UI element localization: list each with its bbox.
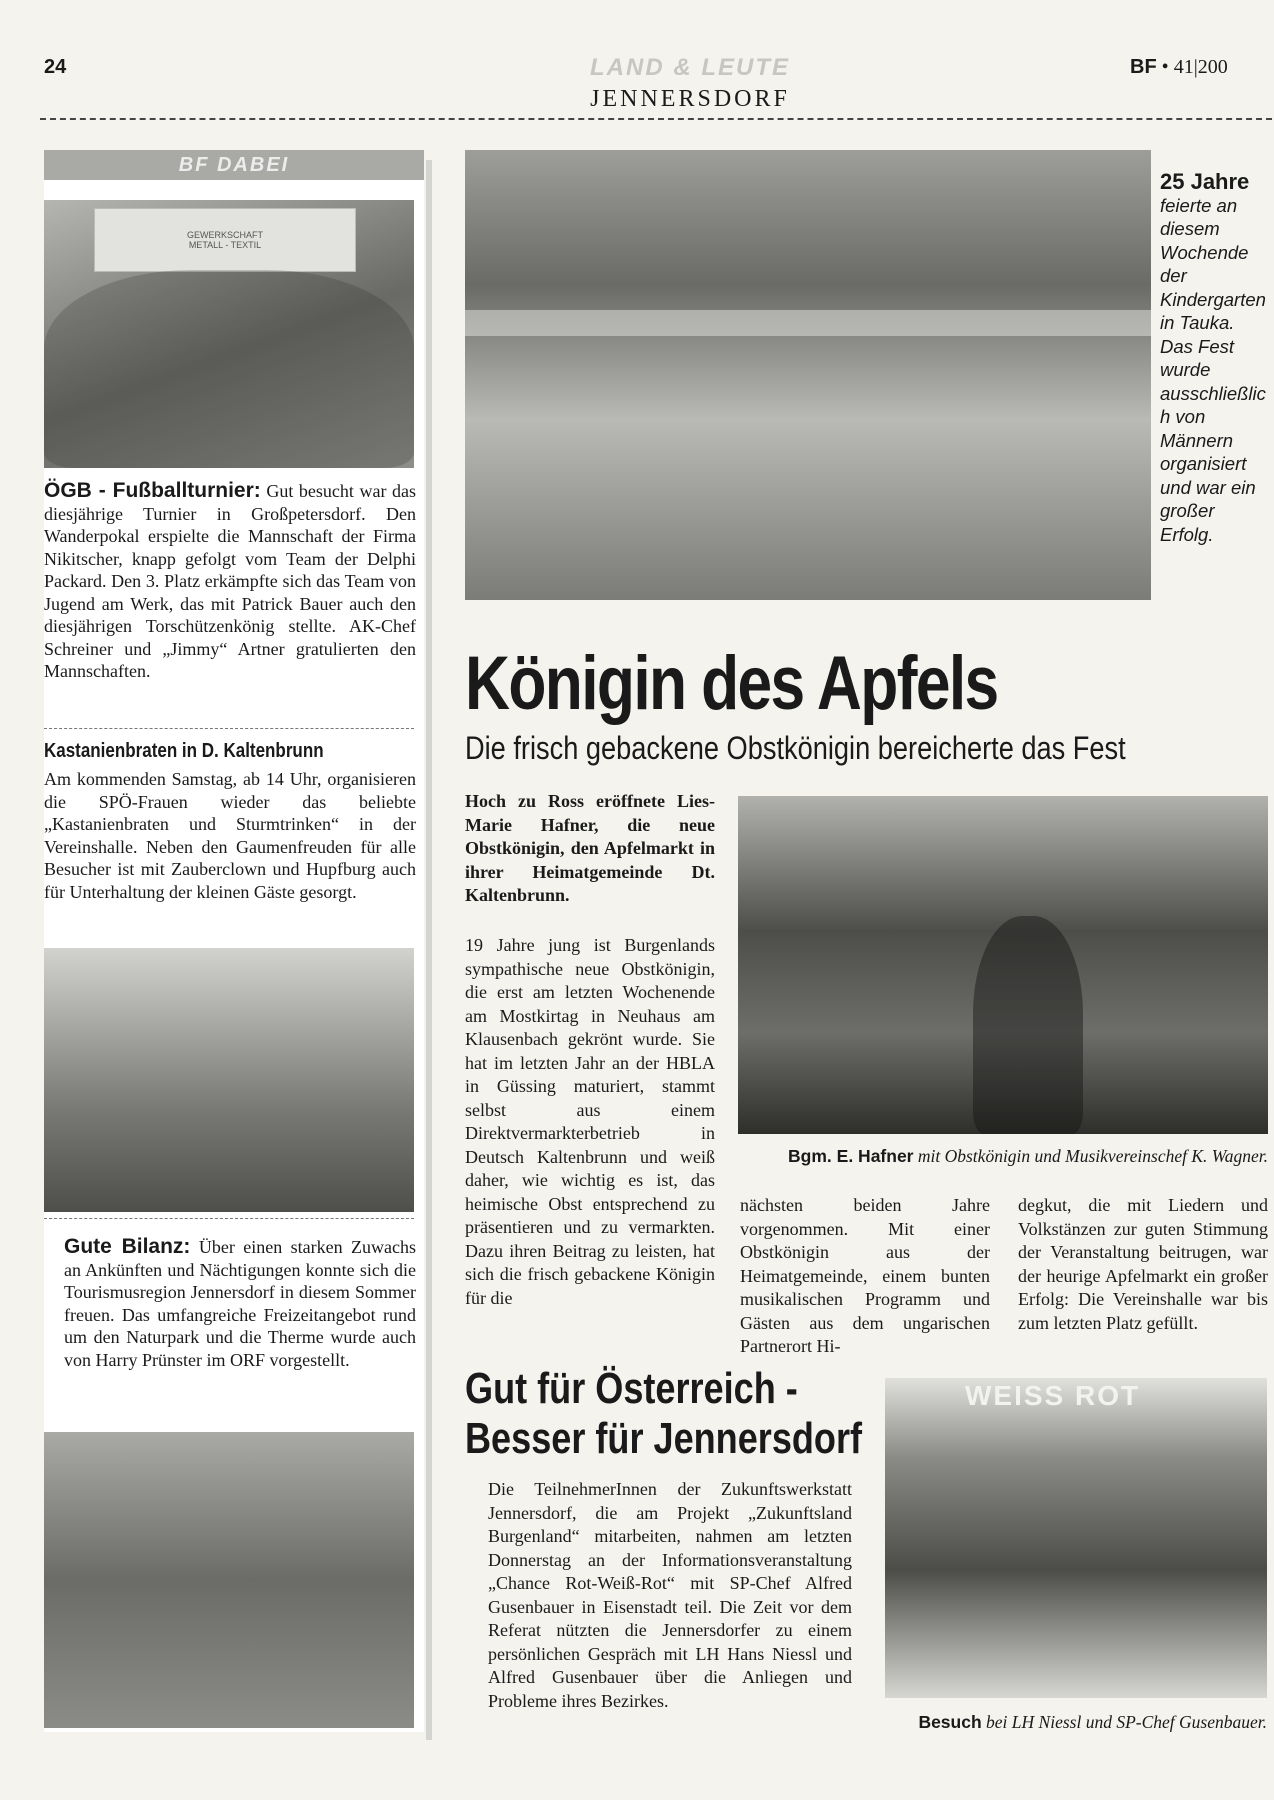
chestnut-text: Am kommenden Samstag, ab 14 Uhr, organisieren die SPÖ-Frauen wieder das beliebte „Kastanienbraten und Sturmtrinken“ in der Vereinshalle. Neben den Gaumenfreuden für alle Besucher ist mit Zauberclown und Hupfburg auch für Unterhaltung der kleinen Gäste gesorgt. [44,769,416,902]
divider [44,1218,414,1219]
tourism-text: Über einen starken Zuwachs an Ankünften und Nächtigungen konnte sich die Tourismusregion Jennersdorf in diesem Sommer freuen. Das umfangreiche Freizeitangebot rund um den Naturpark und die Therme wurde auch von Harry Prünster im ORF vorgestellt. [64,1237,416,1370]
issue-info [1130,56,1228,79]
article-column-3: degkut, die mit Liedern und Volkstänzen zur guten Stimmung der Veranstaltung beitrugen, war der heurige Apfelmarkt ein großer Erfolg: Die Vereinshalle war bis zum letzten Platz gefüllt. [1018,1195,1268,1333]
headline-line-2: Besser für Jennersdorf [465,1414,863,1463]
caption-bold: Besuch [918,1712,982,1732]
backdrop-sign: WEISS ROT [965,1380,1141,1411]
header-divider [40,118,1272,120]
queen-dress [973,916,1083,1134]
brand-logo: BF [1130,56,1157,78]
banner-sign [94,208,356,272]
caption-title: 25 Jahre [1160,169,1250,194]
section-title: LAND & LEUTE [590,54,790,81]
wooden-fence [465,310,1151,336]
article-subhead: Die frisch gebackene Obstkönigin bereicherte das Fest [465,730,1126,766]
headline-line-1: Gut für Österreich - [465,1364,798,1413]
sidebar-shadow [426,160,432,1740]
kindergarten-photo [465,150,1151,600]
article2-body: Die TeilnehmerInnen der Zukunftswerkstatt Jennersdorf, die am Projekt „Zukunftsland Burgenland“ mitarbeiten, nahmen am letzten Donnerstag an der Informationsveranstaltung „Chance Rot-Weiß-Rot“ mit SP-Chef Alfred Gusenbauer in Eisenstadt teil. Die Zeit vor dem Referat nützten die Jennersdorfer zu einem persönlichen Gespräch mit LH Hans Niessl und Alfred Gusenbauer über die Anliegen und Probleme ihres Bezirkes. [488,1479,852,1711]
football-team-photo [44,200,414,468]
sidebar-title: BF DABEI [44,150,424,180]
chestnut-headline: Kastanienbraten in D. Kaltenbrunn [44,740,324,762]
caption-text: feierte an diesem Wochende der Kindergarten in Tauka. Das Fest wurde ausschließlich von Männern organisiert und war ein großer Erfolg. [1160,194,1266,545]
kindergarten-caption [1160,170,1268,546]
issue-number: 41|200 [1173,56,1228,78]
town-title: JENNERSDORF [590,86,790,112]
caption-text: mit Obstkönigin und Musikvereinschef K. Wagner. [917,1146,1268,1166]
visit-photo-caption [885,1712,1267,1733]
article-headline: Königin des Apfels [465,641,998,726]
football-text: Gut besucht war das diesjährige Turnier in Großpetersdorf. Den Wanderpokal erspielte die Mannschaft der Firma Nikitscher, knapp gefolgt vom Team der Delphi Packard. Den 3. Platz erkämpfte sich das Team von Jugend am Werk, das mit Patrick Bauer auch den diesjährigen Torschützenkönig stellte. AK-Chef Schreiner und „Jimmy“ Artner gratulierten den Mannschaften. [44,481,416,681]
cyclists-photo [44,1432,414,1728]
banner-text: GEWERKSCHAFT METALL - TEXTIL [186,230,263,250]
apple-photo-caption [738,1146,1268,1167]
page-number: 24 [44,56,67,78]
caption-bold: Bgm. E. Hafner [788,1146,914,1166]
divider [44,728,414,729]
bullet-separator: • [1161,56,1169,78]
article-column-2: nächsten beiden Jahre vorgenommen. Mit einer Obstkönigin aus der Heimatgemeinde, einem bunten musikalischen Programm und Gästen aus dem ungarischen Partnerort Hi- [740,1195,990,1356]
visit-photo [885,1378,1267,1698]
football-lead: ÖGB - Fußballturnier: [44,479,261,502]
football-item [44,480,416,683]
article2-headline [465,1364,863,1464]
tourism-lead: Gute Bilanz: [64,1235,191,1258]
article-column-1: 19 Jahre jung ist Burgenlands sympathische neue Obstkönigin, die erst am letzten Wochenende am Mostkirtag in Neuhaus am Klausenbach gekrönt wurde. Sie hat im letzten Jahr an der HBLA in Güssing maturiert, stammt selbst aus einem Direktvermarkterbetrieb in Deutsch Kaltenbrunn und weiß daher, wie wichtig es ist, das heimische Obst entsprechend zu präsentieren und zu vermarkten. Dazu ihren Beitrag zu leisten, hat sich die frisch gebackene Königin für die [465,935,715,1308]
tourism-item [44,1236,416,1371]
two-women-photo [44,948,414,1212]
article-intro: Hoch zu Ross eröffnete Lies-Marie Hafner, die neue Obstkönigin, den Apfelmarkt in ihrer Heimatgemeinde Dt. Kaltenbrunn. [465,791,715,905]
apple-queen-photo [738,796,1268,1134]
caption-text: bei LH Niessl und SP-Chef Gusenbauer. [986,1712,1267,1732]
